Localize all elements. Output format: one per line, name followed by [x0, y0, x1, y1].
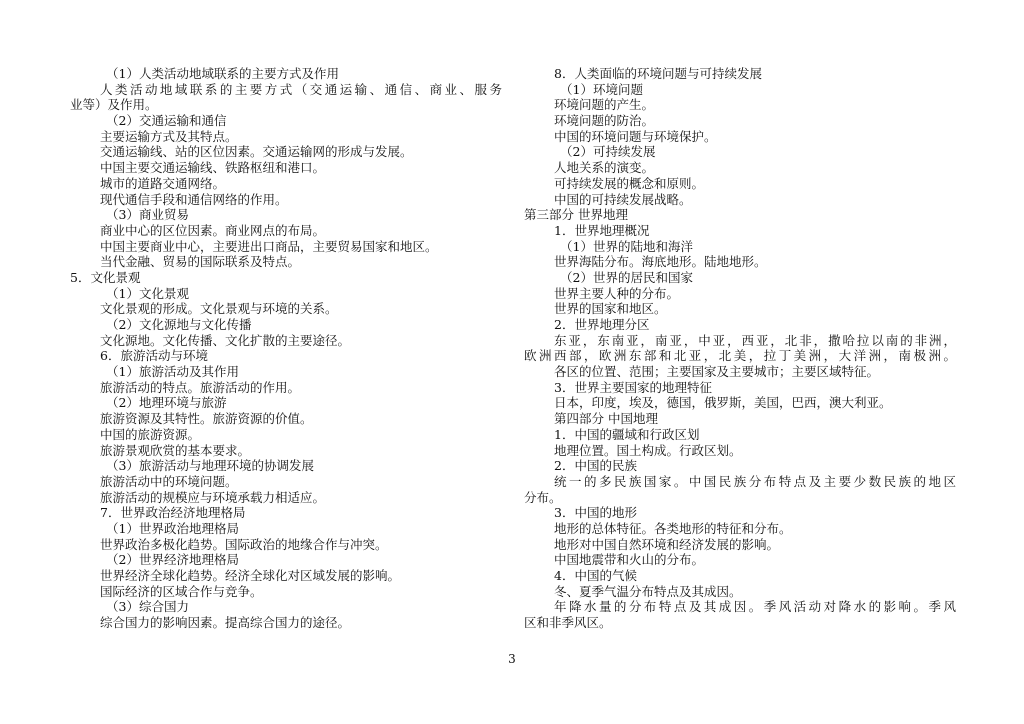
text-line: （3）商业贸易	[106, 207, 189, 223]
text-line: 商业中心的区位因素。商业网点的布局。	[100, 222, 326, 238]
text-line: 第三部分 世界地理	[524, 207, 628, 223]
text-line: 可持续发展的概念和原则。	[554, 175, 705, 191]
text-line: 3．中国的地形	[554, 505, 637, 521]
text-line: 6．旅游活动与环境	[100, 348, 208, 364]
text-line: 2．世界地理分区	[554, 317, 650, 332]
text-line: 统一的多民族国家。中国民族分布特点及主要少数民族的地区	[554, 473, 956, 489]
text-line: （1）文化景观	[106, 285, 189, 301]
text-line: 文化源地。文化传播、文化扩散的主要途径。	[100, 332, 351, 348]
text-line: 区和非季风区。	[524, 615, 612, 631]
text-line: 分布。	[524, 489, 562, 505]
text-line: 环境问题的产生。	[554, 97, 655, 113]
text-line: 2．中国的民族	[554, 458, 637, 474]
text-line: 中国的环境问题与环境保护。	[554, 128, 717, 144]
text-line: 世界的国家和地区。	[554, 301, 667, 317]
text-line: （2）世界经济地理格局	[106, 552, 239, 568]
text-line: 各区的位置、范围；主要国家及主要城市；主要区域特征。	[554, 364, 880, 380]
text-line: 欧洲西部，欧洲东部和北亚，北美，拉丁美洲，大洋洲，南极洲。	[524, 348, 956, 364]
text-line: （2）可持续发展	[560, 144, 656, 160]
text-line: （1）世界政治地理格局	[106, 520, 239, 536]
text-line: （2）文化源地与文化传播	[106, 317, 252, 332]
text-line: 中国主要交通运输线、铁路枢纽和港口。	[100, 160, 326, 176]
text-line: 环境问题的防治。	[554, 113, 655, 129]
text-line: 中国的可持续发展战略。	[554, 191, 692, 207]
text-line: 当代金融、贸易的国际联系及特点。	[100, 254, 301, 270]
text-line: 主要运输方式及其特点。	[100, 128, 238, 144]
text-line: 世界政治多极化趋势。国际政治的地缘合作与冲突。	[100, 536, 388, 552]
text-line: 世界经济全球化趋势。经济全球化对区域发展的影响。	[100, 568, 401, 583]
text-line: 年降水量的分布特点及其成因。季风活动对降水的影响。季风	[554, 599, 956, 615]
text-line: 交通运输线、站的区位因素。交通运输网的形成与发展。	[100, 144, 413, 160]
text-line: 5．文化景观	[70, 269, 141, 285]
text-line: 世界海陆分布。海底地形。陆地地形。	[554, 254, 767, 270]
text-line: 旅游活动的特点。旅游活动的作用。	[100, 379, 301, 395]
text-line: 人地关系的演变。	[554, 160, 655, 176]
text-line: 旅游景观欣赏的基本要求。	[100, 442, 251, 458]
text-line: 中国地震带和火山的分布。	[554, 552, 705, 568]
text-line: （3）综合国力	[106, 599, 189, 615]
left-column	[70, 66, 502, 631]
text-line: 日本，印度，埃及，德国，俄罗斯，美国，巴西，澳大利亚。	[554, 395, 892, 411]
text-line: （1）人类活动地域联系的主要方式及作用	[106, 66, 339, 81]
text-line: （2）世界的居民和国家	[560, 269, 693, 285]
text-line: （2）地理环境与旅游	[106, 395, 227, 411]
text-line: （1）旅游活动及其作用	[106, 364, 239, 380]
text-line: 3．世界主要国家的地理特征	[554, 379, 712, 395]
text-line: 地形的总体特征。各类地形的特征和分布。	[554, 520, 792, 536]
text-line: 第四部分 中国地理	[554, 411, 658, 427]
text-line: 现代通信手段和通信网络的作用。	[100, 191, 288, 207]
text-line: 地理位置。国土构成。行政区划。	[554, 442, 742, 458]
text-line: （3）旅游活动与地理环境的协调发展	[106, 458, 314, 474]
text-line: 1．中国的疆域和行政区划	[554, 426, 700, 442]
text-line: 世界主要人种的分布。	[554, 285, 680, 301]
text-line: 业等）及作用。	[70, 97, 158, 113]
text-line: 旅游资源及其特性。旅游资源的价值。	[100, 411, 313, 427]
right-column	[524, 66, 956, 631]
text-line: （1）世界的陆地和海洋	[560, 238, 693, 254]
text-line: 冬、夏季气温分布特点及其成因。	[554, 583, 742, 599]
text-line: 地形对中国自然环境和经济发展的影响。	[554, 536, 780, 552]
text-line: （1）环境问题	[560, 81, 643, 97]
text-line: 1．世界地理概况	[554, 222, 650, 238]
page-number: 3	[508, 652, 516, 666]
text-line: 8．人类面临的环境问题与可持续发展	[554, 66, 762, 81]
text-line: 国际经济的区域合作与竞争。	[100, 583, 263, 599]
text-line: 综合国力的影响因素。提高综合国力的途径。	[100, 615, 351, 631]
text-line: 人类活动地域联系的主要方式（交通运输、通信、商业、服务	[100, 81, 502, 97]
text-line: （2）交通运输和通信	[106, 113, 227, 129]
text-line: 文化景观的形成。文化景观与环境的关系。	[100, 301, 338, 317]
text-line: 中国主要商业中心，主要进出口商品，主要贸易国家和地区。	[100, 238, 438, 254]
text-line: 7．世界政治经济地理格局	[100, 505, 246, 521]
text-line: 城市的道路交通网络。	[100, 175, 226, 191]
text-line: 中国的旅游资源。	[100, 426, 201, 442]
text-line: 旅游活动的规模应与环境承载力相适应。	[100, 489, 326, 505]
text-line: 4．中国的气候	[554, 568, 637, 583]
text-line: 旅游活动中的环境问题。	[100, 473, 238, 489]
text-line: 东亚，东南亚，南亚，中亚，西亚，北非，撒哈拉以南的非洲，	[554, 332, 956, 348]
